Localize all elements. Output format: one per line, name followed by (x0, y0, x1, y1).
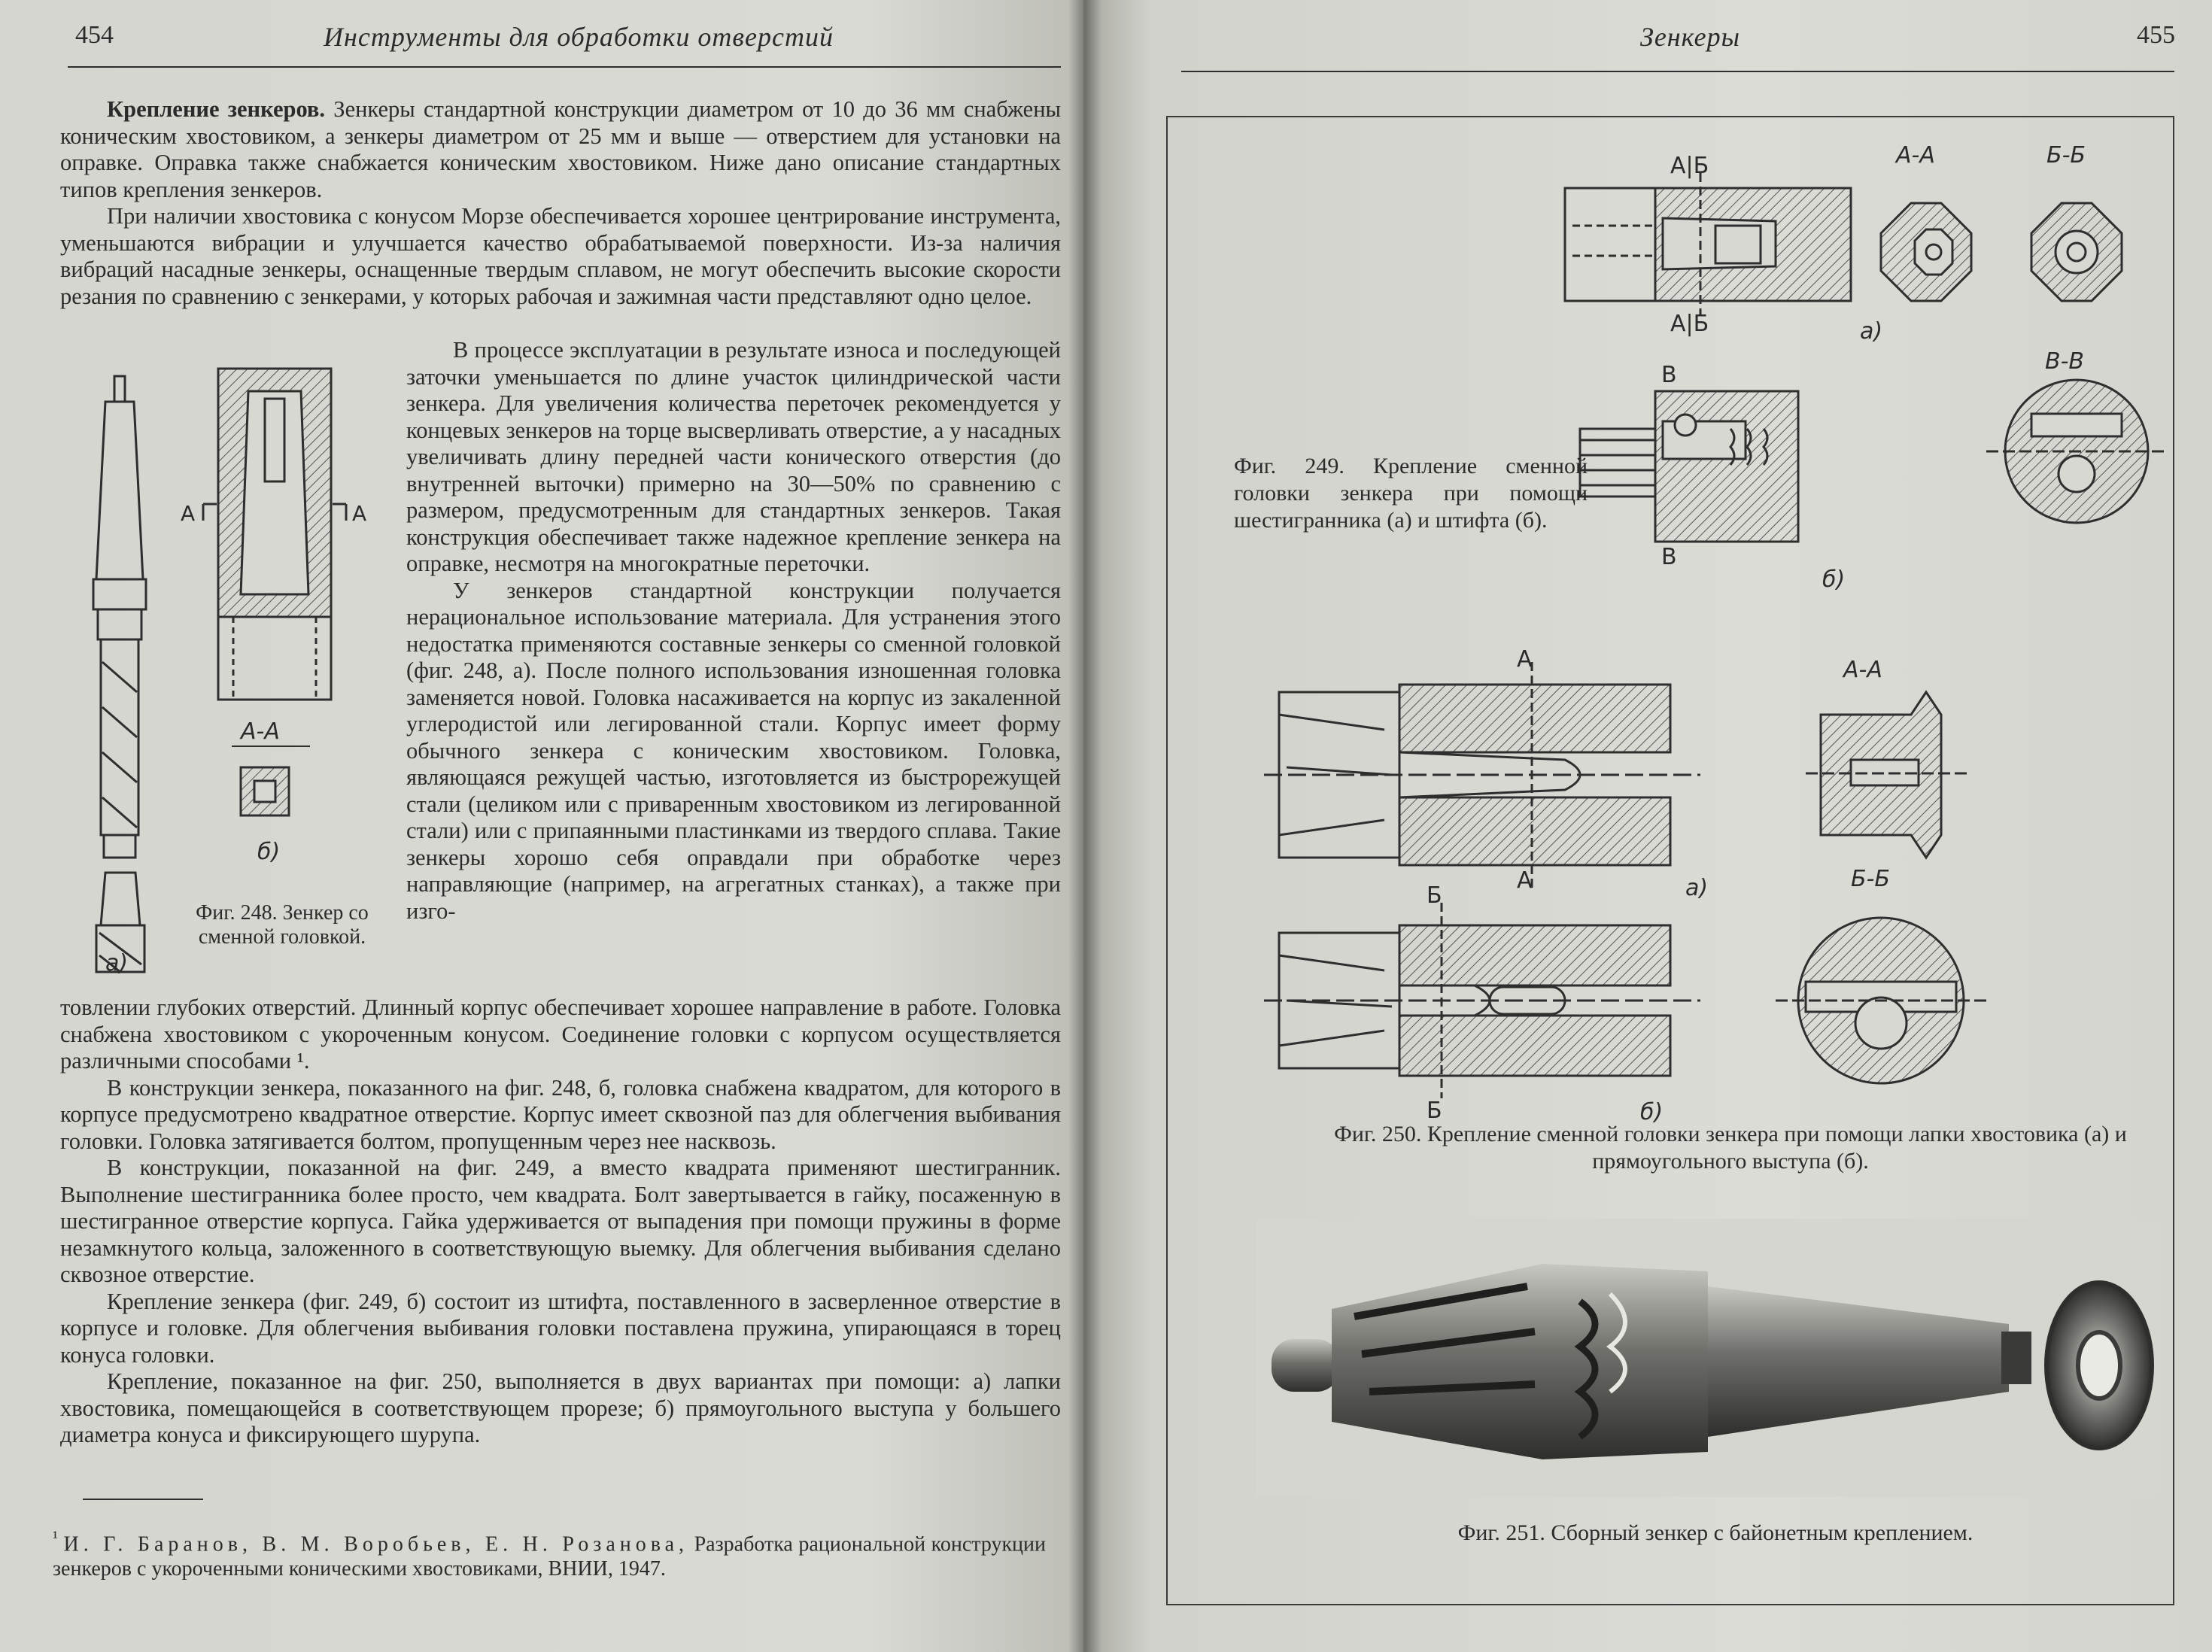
fig248-label-a: а) (105, 950, 129, 976)
paragraph-8: Крепление, показанное на фиг. 250, выполняется в двух вариантах при помощи: а) лапки хвостовика, помещающейся в соответствующем прорезе; б) прямоугольного выступа у большего диаметра конуса и фиксирующего шурупа. (60, 1368, 1061, 1447)
section-title: Крепление зенкеров. (107, 96, 326, 122)
fig249-ab-bottom: А|Б (1670, 311, 1709, 337)
paragraph-3: В процессе эксплуатации в результате износа и последующей заточки уменьшается по длине участок цилиндрической части зенкера. Для увеличения количества переточек рекомендуется у концевых зенкеров на торце высверливать отверстие, а у насадных увеличивать длину передней части конического отверстия (до внутренней выточки) примерно на 30—50% по сравнению с размером, предусмотренным для стандартных зенкеров. Такая конструкция обеспечивает также надежное крепление зенкера на оправке, несмотря на многократные переточки. (406, 337, 1061, 576)
text-column-wrapped (406, 337, 1061, 925)
paragraph-5: В конструкции зенкера, показанного на фиг. 248, б, головка снабжена квадратом, для которого в корпусе предусмотрено квадратное отверстие. Корпус имеет сквозной паз для облегчения выбивания головки. Головка затягивается болтом, пропущенным через нее насквозь. (60, 1074, 1061, 1154)
paragraph-1: Зенкеры стандартной конструкции диаметром от 10 до 36 мм снабжены коническим хвостовиком, а зенкеры диаметром от 25 мм и выше — отверстием для установки на оправке. Оправка также снабжается коническим хвостовиком. Ниже дано описание стандартных типов крепления зенкеров. (60, 96, 1062, 202)
figure-251-photo (1256, 1219, 2159, 1497)
right-page (1083, 0, 2212, 1652)
fig250-b-bottom: Б (1427, 1098, 1442, 1124)
fig250-sub-a: а) (1685, 875, 1709, 901)
paragraph-4-continued: товлении глубоких отверстий. Длинный корпус обеспечивает хорошее направление в работе. Головка снабжена хвостовиком с укороченным конусом. Соединение головки с корпусом осуществляется различными способами ¹. (60, 995, 1061, 1073)
fig250-section-bb-shape (1776, 918, 1986, 1083)
fig249-sec-vv: В-В (2045, 348, 2084, 375)
fig249-section-bb-shape (2031, 203, 2122, 301)
left-page (0, 0, 1083, 1652)
footnote-text: Разработка рациональной конструкции зенкеров с укороченными коническими хвостовиками, ВНИИ, 1947. (53, 1532, 1047, 1581)
header-rule-left (68, 66, 1061, 68)
fig250-sec-aa: А-А (1843, 657, 1882, 683)
fig249-v-bottom: В (1661, 544, 1677, 570)
figure-248-drawing (60, 354, 391, 993)
header-rule-right (1181, 71, 2174, 72)
fig248-arrow-left: А (181, 501, 196, 526)
fig249-sub-a: а) (1860, 318, 1883, 345)
running-header-right: Зенкеры (1640, 22, 1740, 52)
page-number-left: 454 (75, 21, 114, 49)
text-block-top (60, 96, 1061, 310)
fig250-a-top: А (1517, 647, 1533, 673)
fig250-section-aa-shape (1806, 692, 1971, 858)
paragraph-2: При наличии хвостовика с конусом Морзе обеспечивается хорошее центрирование инструмента, уменьшаются вибрации и улучшается качество обрабатываемой поверхности. Из-за наличия вибраций насадные зенкеры, оснащенные твердым сплавом, не могут обеспечить высокие скорости резания по сравнению с зенкерами, у которых рабочая и зажимная части представляют одно целое. (60, 203, 1061, 309)
fig248-square-section (241, 767, 289, 815)
fig248b-section (203, 369, 346, 700)
fig249-sec-bb: Б-Б (2046, 143, 2086, 169)
fig249-section-aa-shape (1881, 203, 1971, 301)
fig250a-section (1264, 662, 1700, 888)
paragraph-7: Крепление зенкера (фиг. 249, б) состоит из штифта, поставленного в засверленное отверстие в корпусе и головке. Для облегчения выбивания головки поставлена пружина, упирающаяся в торец конуса головки. (60, 1288, 1061, 1368)
fig250-sub-b: б) (1640, 1099, 1664, 1125)
fig249-sub-b: б) (1822, 566, 1846, 593)
figure-250-caption: Фиг. 250. Крепление сменной головки зенкера при помощи лапки хвостовика (а) и прямоугольного выступа (б). (1334, 1122, 2127, 1174)
page-number-right: 455 (2137, 21, 2175, 49)
fig249-v-top: В (1661, 362, 1677, 388)
fig249-sec-aa: А-А (1896, 143, 1935, 169)
paragraph-4: У зенкеров стандартной конструкции получается нерациональное использование материала. Для устранения этого недостатка применяются составные зенкеры со сменной головкой (фиг. 248, а). После полного использования изношенная головка заменяется новой. Головка насаживается на корпус из закаленной углеродистой или легированной стали. Корпус имеет форму обычного зенкера с коническим хвостовиком. Головка, являющаяся режущей частью, изготовляется из быстрорежущей стали (целиком или с приваренным хвостовиком из легированной стали) или с припаянными пластинками из твердого сплава. Такие зенкеры хорошо себя оправдали при обработке через направляющие (например, на агрегатных станках), а также при изго- (406, 577, 1061, 924)
fig249a-section (1565, 173, 1851, 316)
text-block-bottom (60, 995, 1061, 1449)
footnote-rule (83, 1499, 203, 1500)
fig250-a-bottom: А (1517, 867, 1533, 894)
figure-251-caption: Фиг. 251. Сборный зенкер с байонетным креплением. (1457, 1520, 1973, 1545)
fig250b-section (1264, 903, 1700, 1098)
fig249-section-vv-shape (1986, 380, 2167, 523)
fig249b-section (1580, 391, 1798, 542)
fig250-b-top: Б (1427, 882, 1442, 909)
book-gutter (1068, 0, 1101, 1652)
fig249-ab-top: А|Б (1670, 153, 1709, 179)
figure-250-drawing (1249, 647, 2137, 1128)
running-header-left: Инструменты для обработки отверстий (324, 22, 834, 52)
paragraph-6: В конструкции, показанной на фиг. 249, а вместо квадрата применяют шестигранник. Выполнение шестигранника более просто, чем квадрата. Болт завертывается в гайку, посаженную в шестигранное отверстие корпуса. Гайка удерживается от выпадения при помощи пружины в форме незамкнутого кольца, заложенного в соответствующую выемку. Для облегчения выбивания сделано сквозное отверстие. (60, 1155, 1061, 1287)
fig248a-countersink (93, 376, 146, 972)
footnote-authors: И. Г. Баранов, В. М. Воробьев, Е. Н. Розанова, (63, 1532, 689, 1556)
figure-249-caption: Фиг. 249. Крепление сменной головки зенкера при помощи шестигранника (а) и штифта (б). (1234, 454, 1588, 533)
fig250-sec-bb: Б-Б (1851, 866, 1890, 892)
figure-248-caption: Фиг. 248. Зенкер со сменной головкой. (196, 901, 369, 949)
fig248-arrow-right: А (352, 501, 367, 526)
fig248-label-b: б) (257, 839, 281, 865)
fig248-section-label: А-А (241, 718, 280, 745)
footnote-mark: ¹ (53, 1528, 58, 1547)
footnote (53, 1526, 1046, 1581)
figure-249-drawing (1550, 143, 2167, 609)
